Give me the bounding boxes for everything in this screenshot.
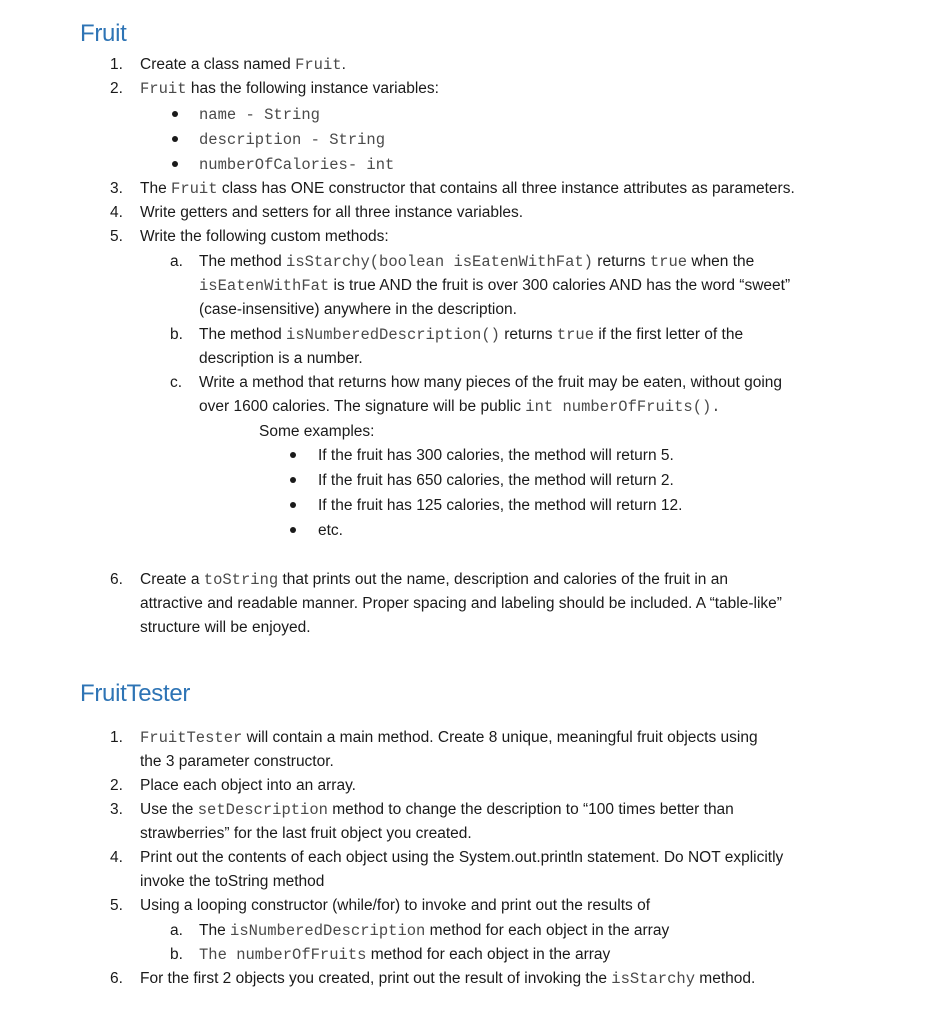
sub-letter: c. [170, 374, 183, 391]
bullet [172, 136, 178, 142]
method-description: description is a number. [199, 350, 363, 367]
code: Fruit [171, 180, 218, 198]
sub-item: The numberOfFruits method for each object in the array [199, 946, 611, 964]
list-item: For the first 2 objects you created, print out the result of invoking the isStarchy method. [140, 970, 756, 988]
code: toString [203, 571, 279, 589]
code: isNumberedDescription() [286, 326, 500, 344]
list-number: 3. [110, 801, 123, 818]
sub-letter: a. [170, 253, 183, 270]
code: isStarchy [611, 970, 695, 988]
code: Fruit [295, 56, 342, 74]
example-item: If the fruit has 650 calories, the method will return 2. [318, 472, 674, 489]
list-item: The Fruit class has ONE constructor that contains all three instance attributes as parameters. [140, 180, 795, 198]
instance-variable: name - String [199, 106, 320, 124]
method-description: isEatenWithFat is true AND the fruit is over 300 calories AND has the word “sweet” [199, 277, 791, 295]
method-description: (case-insensitive) anywhere in the description. [199, 301, 517, 318]
sub-letter: b. [170, 326, 183, 343]
code: true [649, 253, 688, 271]
list-number: 1. [110, 729, 123, 746]
list-number: 5. [110, 228, 123, 245]
instance-variable: description - String [199, 131, 386, 149]
list-number: 3. [110, 180, 123, 197]
bullet [290, 477, 296, 483]
list-number: 2. [110, 80, 123, 97]
list-number: 6. [110, 571, 123, 588]
sub-letter: a. [170, 922, 183, 939]
list-number: 2. [110, 777, 123, 794]
list-item: Write getters and setters for all three instance variables. [140, 204, 524, 221]
list-number: 4. [110, 204, 123, 221]
list-number: 4. [110, 849, 123, 866]
list-item: Using a looping constructor (while/for) to invoke and print out the results of [140, 897, 651, 914]
section-title-fruit-tester: FruitTester [80, 680, 191, 707]
list-item: Fruit has the following instance variables: [140, 80, 439, 98]
bullet [172, 111, 178, 117]
code: Fruit [140, 80, 187, 98]
list-item: Use the setDescription method to change the description to “100 times better than [140, 801, 734, 819]
code: isNumberedDescription [230, 922, 426, 940]
bullet [290, 502, 296, 508]
bullet [290, 527, 296, 533]
sub-letter: b. [170, 946, 183, 963]
list-item: Create a class named Fruit. [140, 56, 346, 74]
code: isEatenWithFat [199, 277, 330, 295]
list-number: 6. [110, 970, 123, 987]
section-title-fruit: Fruit [80, 20, 127, 47]
method-description: over 1600 calories. The signature will be public int numberOfFruits(). [199, 398, 721, 416]
example-item: If the fruit has 125 calories, the method will return 12. [318, 497, 683, 514]
method-description: Write a method that returns how many pieces of the fruit may be eaten, without going [199, 374, 782, 391]
example-item: etc. [318, 522, 343, 539]
code: FruitTester [140, 729, 243, 747]
examples-label: Some examples: [259, 423, 375, 440]
example-item: If the fruit has 300 calories, the method will return 5. [318, 447, 674, 464]
code: int numberOfFruits(). [525, 398, 721, 416]
list-item: Place each object into an array. [140, 777, 356, 794]
list-number: 1. [110, 56, 123, 73]
list-item: Print out the contents of each object using the System.out.println statement. Do NOT explicitly [140, 849, 784, 866]
instance-variable: numberOfCalories- int [199, 156, 395, 174]
code: The numberOfFruits [199, 946, 367, 964]
method-description: The method isStarchy(boolean isEatenWithFat) returns true when the [199, 253, 755, 271]
list-item: FruitTester will contain a main method. Create 8 unique, meaningful fruit objects using [140, 729, 758, 747]
code: true [556, 326, 595, 344]
code: isStarchy(boolean isEatenWithFat) [286, 253, 593, 271]
list-item: structure will be enjoyed. [140, 619, 311, 636]
method-description: The method isNumberedDescription() returns true if the first letter of the [199, 326, 744, 344]
list-item: strawberries” for the last fruit object you created. [140, 825, 472, 842]
list-item: Write the following custom methods: [140, 228, 389, 245]
sub-item: The isNumberedDescription method for each object in the array [199, 922, 670, 940]
list-item: attractive and readable manner. Proper spacing and labeling should be included. A “table-like” [140, 595, 782, 612]
list-item: Create a toString that prints out the name, description and calories of the fruit in an [140, 571, 728, 589]
code: setDescription [197, 801, 328, 819]
bullet [172, 161, 178, 167]
list-number: 5. [110, 897, 123, 914]
list-item: invoke the toString method [140, 873, 325, 890]
list-item: the 3 parameter constructor. [140, 753, 334, 770]
bullet [290, 452, 296, 458]
